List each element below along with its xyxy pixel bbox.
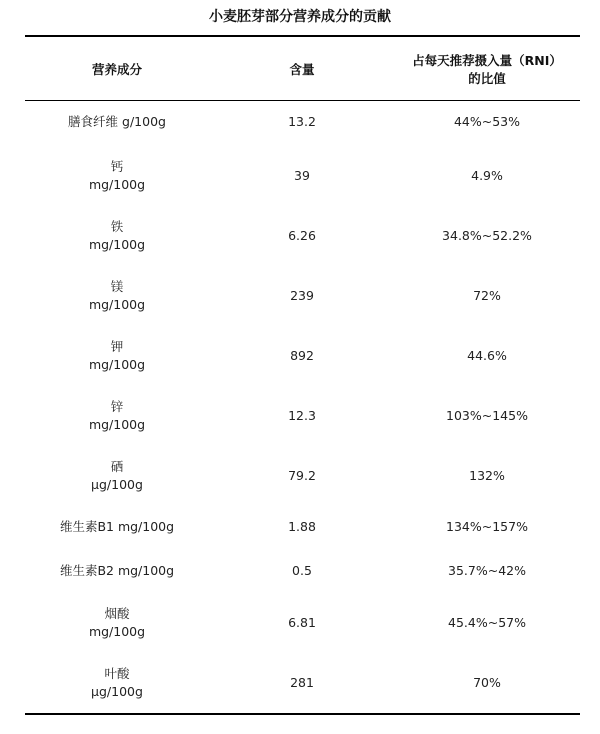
nutrient-name: 膳食纤维 g/100g [68,114,166,129]
nutrient-name: 铁 [110,219,124,234]
nutrient-name: 钾 [110,339,124,354]
bottom-rule [25,713,580,715]
nutrient-name: 钙 [110,159,124,174]
nutrient-name-cell [89,605,145,641]
table-title: 小麦胚芽部分营养成分的贡献 [209,9,391,25]
rni-ratio-cell: 103%~145% [446,408,528,423]
nutrient-unit: mg/100g [88,297,146,312]
amount-cell: 1.88 [288,519,316,534]
amount-cell: 79.2 [288,468,316,483]
nutrient-name: 镁 [110,279,124,294]
header-rni-line1: 占每天推荐摄入量（RNI） [412,53,562,68]
header-nutrient: 营养成分 [91,62,143,77]
top-rule [25,35,580,37]
nutrient-name: 硒 [110,459,124,474]
nutrient-name-cell [60,518,174,536]
amount-cell: 6.81 [288,615,316,630]
nutrient-unit: mg/100g [88,357,146,372]
nutrient-name-cell [89,278,145,314]
nutrient-name: 锌 [110,399,124,414]
amount-cell: 12.3 [288,408,316,423]
rni-ratio-cell: 132% [469,468,505,483]
nutrient-name: 维生素B2 mg/100g [59,563,175,578]
nutrient-name-cell [89,158,145,194]
nutrient-name: 烟酸 [104,606,130,621]
nutrient-unit: mg/100g [88,237,146,252]
rni-ratio-cell: 45.4%~57% [448,615,526,630]
amount-cell: 39 [294,168,310,183]
rni-ratio-cell: 44%~53% [453,114,521,129]
header-rni [412,52,562,88]
nutrient-name: 叶酸 [104,666,130,681]
nutrient-name: 维生素B1 mg/100g [59,519,175,534]
nutrient-name-cell [91,458,143,494]
nutrient-unit: mg/100g [88,177,146,192]
amount-cell: 6.26 [288,228,316,243]
nutrient-name-cell [89,218,145,254]
amount-cell: 239 [290,288,314,303]
nutrient-unit: mg/100g [88,624,146,639]
header-amount: 含量 [289,62,315,77]
header-rule [25,100,580,101]
rni-ratio-cell: 134%~157% [446,519,528,534]
nutrient-name-cell [89,398,145,434]
nutrient-unit: µg/100g [91,477,143,492]
nutrient-name-cell [68,113,166,131]
amount-cell: 281 [290,675,314,690]
nutrient-name-cell [91,665,143,701]
nutrient-name-cell [89,338,145,374]
rni-ratio-cell: 72% [473,288,501,303]
rni-ratio-cell: 70% [473,675,501,690]
amount-cell: 13.2 [288,114,316,129]
rni-ratio-cell: 34.8%~52.2% [442,228,532,243]
amount-cell: 0.5 [292,563,312,578]
rni-ratio-cell: 35.7%~42% [448,563,526,578]
nutrient-unit: mg/100g [88,417,146,432]
rni-ratio-cell: 4.9% [471,168,503,183]
nutrient-unit: µg/100g [91,684,143,699]
rni-ratio-cell: 44.6% [467,348,507,363]
amount-cell: 892 [290,348,314,363]
nutrient-name-cell [60,562,174,580]
header-rni-line2: 的比值 [468,71,506,86]
